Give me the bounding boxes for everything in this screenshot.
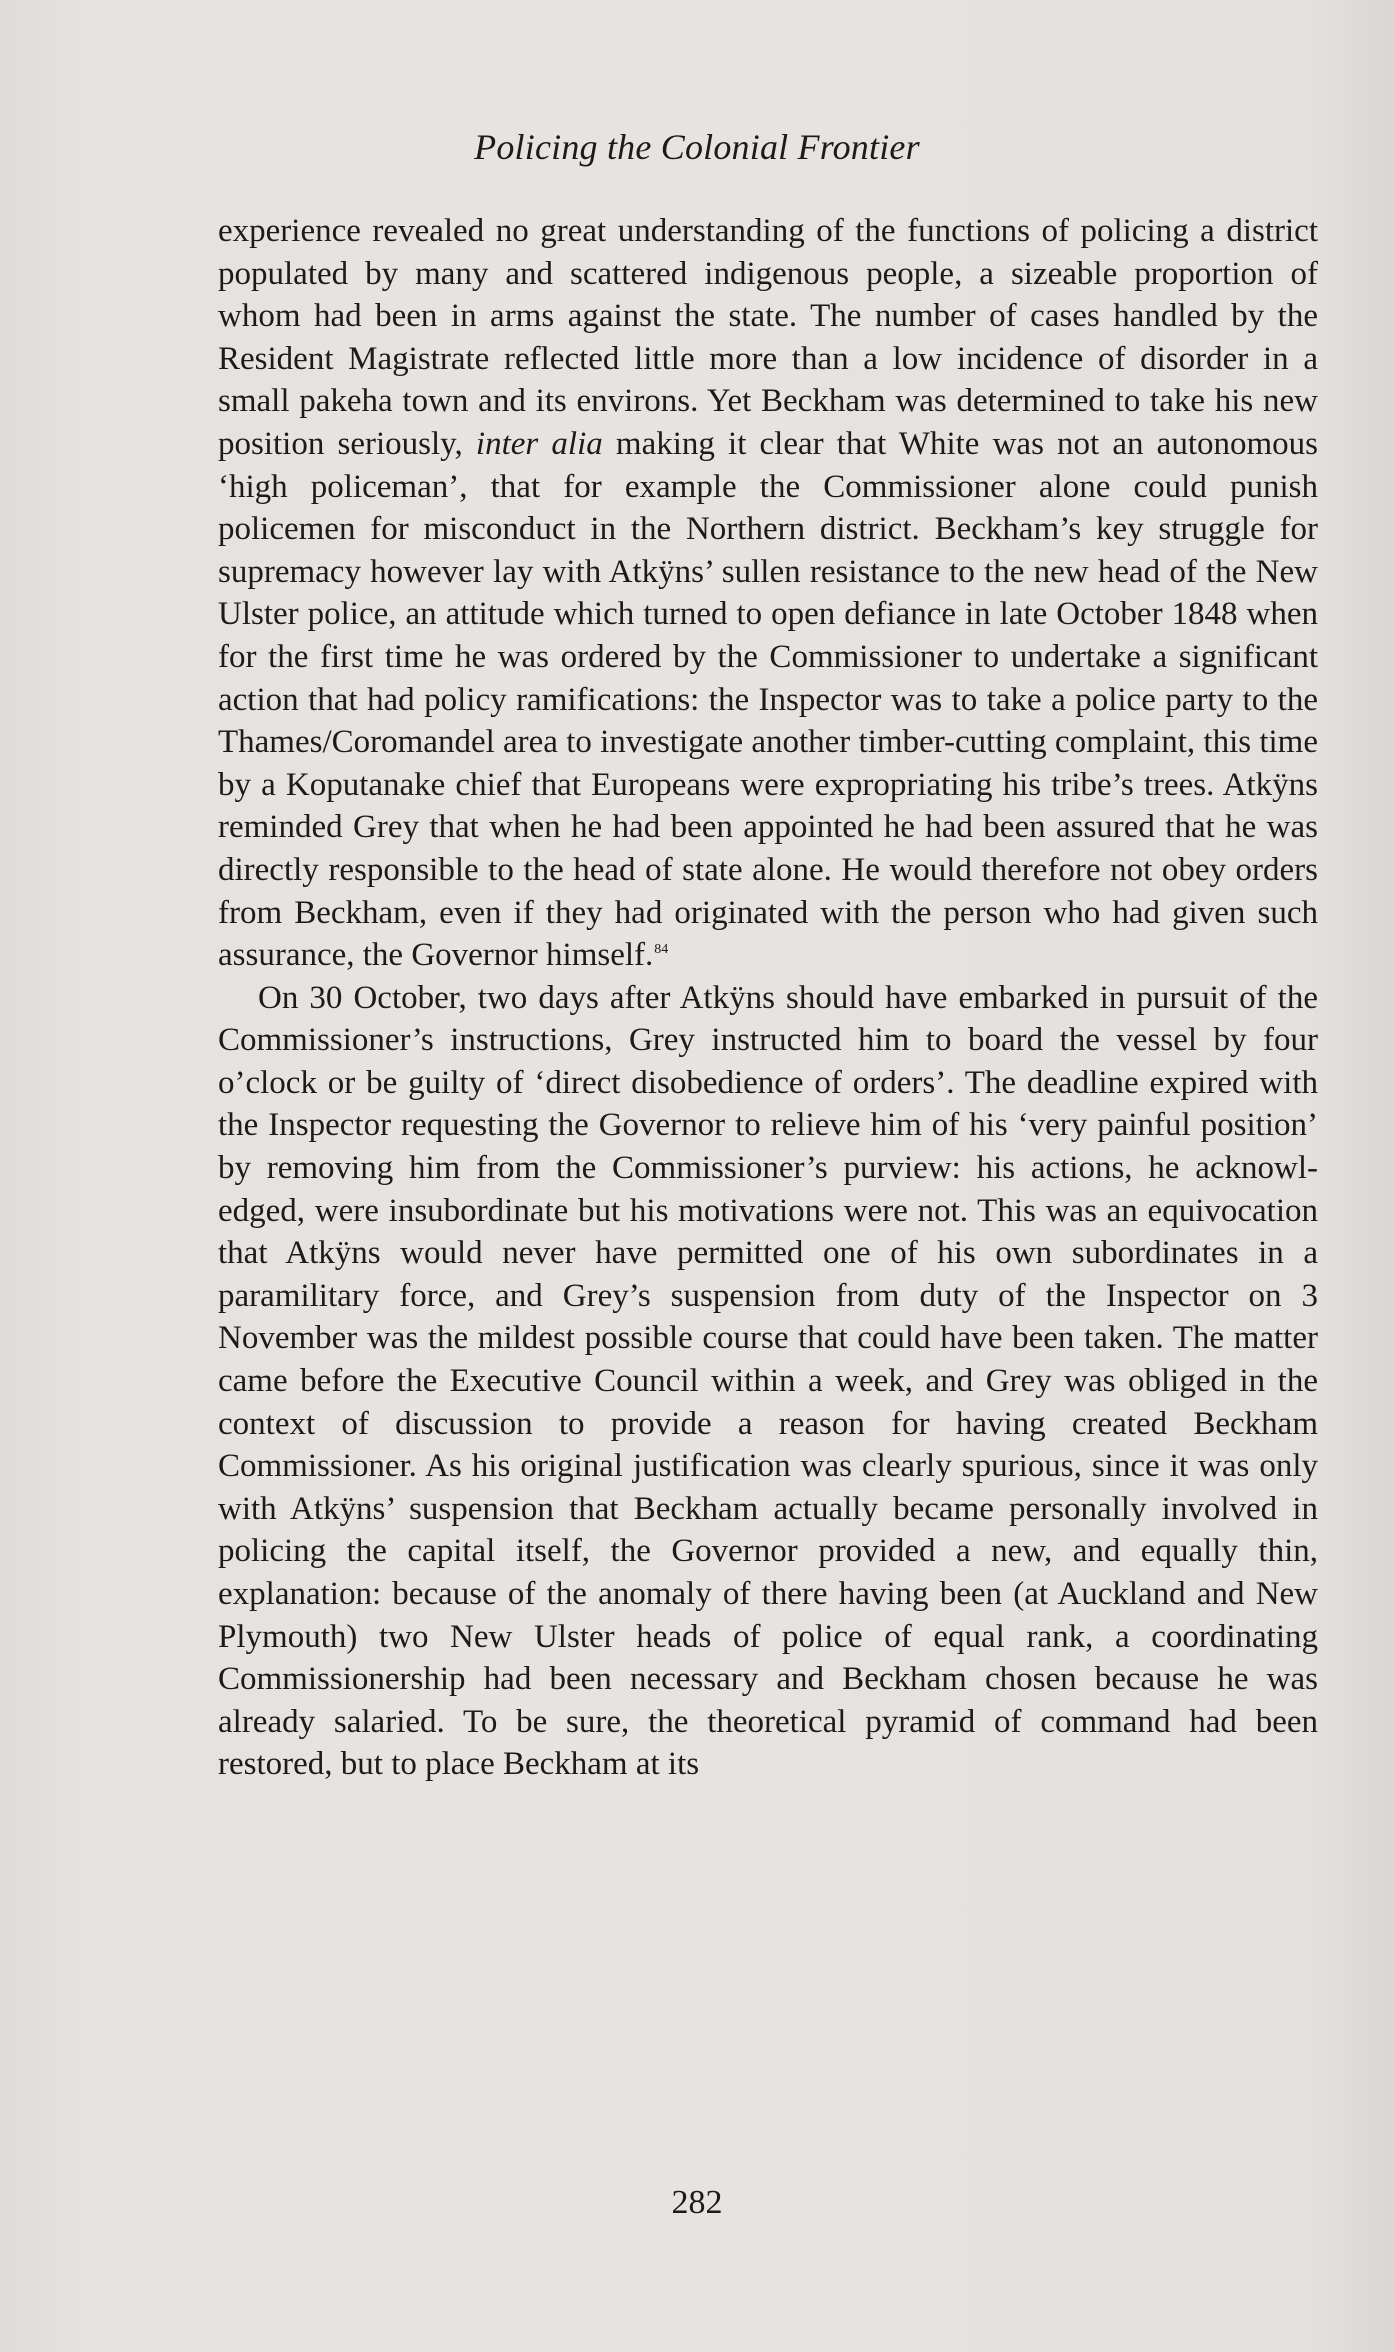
running-head: Policing the Colonial Frontier <box>474 127 920 167</box>
paragraph <box>218 210 1318 977</box>
paragraph-text: experience revealed no great understanding of the functions of policing a district populated by many and scattered indigenous people, a sizeable proportion of whom had been in arms against the state. The number of cases handled by the Resident Magistrate reflected little more than a low incidence of disorder in a small pakeha town and its environs. Yet Beckham was determined to take his new position seriously, <box>218 213 1318 462</box>
italic-phrase: inter alia <box>475 425 603 462</box>
paragraph <box>218 977 1318 1786</box>
paragraph-text: On 30 October, two days after Atkÿns should have embarked in pursuit of the Commissioner’s instructions, Grey instructed him to board the vessel by four o’clock or be guilty of ‘direct disobedience of orders’. The deadline expired with the Inspector requesting the Governor to relieve him of his ‘very painful position’ by removing him from the Commissioner’s purview: his actions, he acknowledged, were insubordinate but his motivations were not. This was an equivocation that Atkÿns would never have permitted one of his own subordinates in a paramilitary force, and Grey’s suspension from duty of the Inspector on 3 November was the mildest possible course that could have been taken. The matter came before the Executive Council within a week, and Grey was obliged in the context of discussion to provide a reason for having created Beckham Commissioner. As his original justification was clearly spurious, since it was only with Atkÿns’ suspension that Beckham actually became personally involved in policing the capital itself, the Governor provided a new, and equally thin, explanation: because of the anomaly of there having been (at Auckland and New Plymouth) two New Ulster heads of police of equal rank, a coordinating Commissionership had been necessary and Beckham chosen because he was already salaried. To be sure, the theoretical pyramid of command had been restored, but to place Beckham at its <box>218 979 1318 1783</box>
body-text <box>218 210 1318 1786</box>
footnote-marker: 84 <box>654 942 669 958</box>
page-number: 282 <box>671 2184 723 2221</box>
paragraph-text: making it clear that White was not an autonomous ‘high policeman’, that for example the Commissioner alone could punish policemen for misconduct in the Northern district. Beckham’s key struggle for supremacy however lay with Atkÿns’ sullen resistance to the new head of the New Ulster police, an attitude which turned to open defiance in late October 1848 when for the first time he was ordered by the Commissioner to undertake a significant action that had policy ramifications: the Inspector was to take a police party to the Thames/​Coromandel area to investigate another timber-cutting complaint, this time by a Koputanake chief that Europeans were expropriating his tribe’s trees. Atkÿns reminded Grey that when he had been appointed he had been assured that he was directly responsible to the head of state alone. He would therefore not obey orders from Beckham, even if they had originated with the person who had given such assurance, the Governor himself. <box>218 425 1318 974</box>
